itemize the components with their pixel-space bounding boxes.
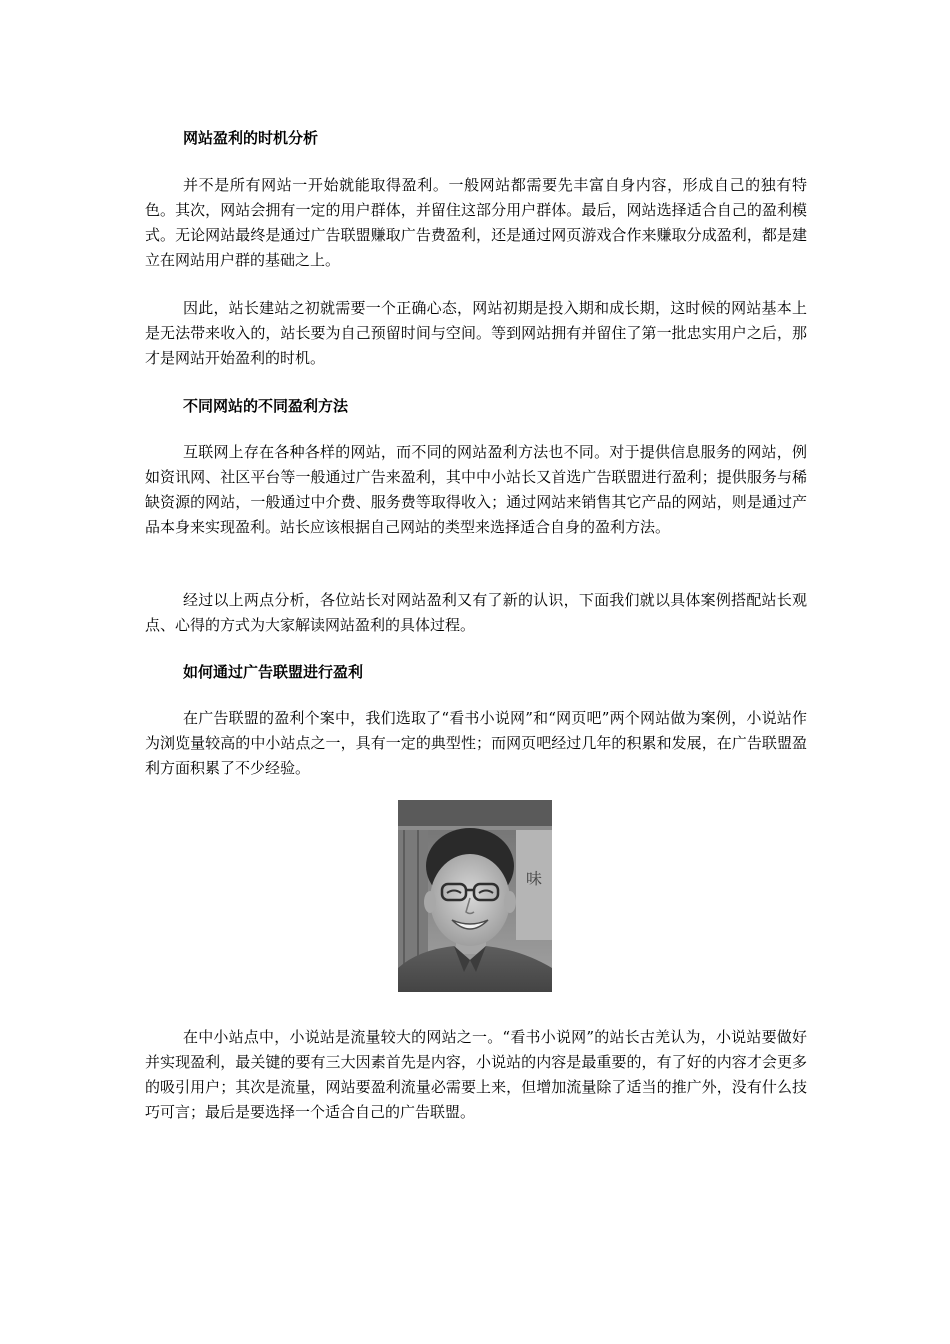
portrait-photo — [398, 800, 552, 992]
paragraph-timing-1: 并不是所有网站一开始就能取得盈利。一般网站都需要先丰富自身内容，形成自己的独有特色。其次，网站会拥有一定的用户群体，并留住这部分用户群体。最后，网站选择适合自己的盈利模式。无论网站最终是通过广告联盟赚取广告费盈利，还是通过网页游戏合作来赚取分成盈利，都是建立在网站用户群的基础之上。 — [145, 176, 807, 269]
paragraph-ad-union-1: 在广告联盟的盈利个案中，我们选取了“看书小说网”和“网页吧”两个网站做为案例，小说站作为浏览量较高的中小站点之一，具有一定的典型性；而网页吧经过几年的积累和发展，在广告联盟盈利方面积累了不少经验。 — [145, 709, 807, 777]
section-heading-methods: 不同网站的不同盈利方法 — [183, 397, 349, 415]
paragraph-methods-2: 经过以上两点分析，各位站长对网站盈利又有了新的认识，下面我们就以具体案例搭配站长观点、心得的方式为大家解读网站盈利的具体过程。 — [145, 591, 807, 634]
paragraph-after-photo: 在中小站点中，小说站是流量较大的网站之一。“看书小说网”的站长古羌认为，小说站要做好并实现盈利，最关键的要有三大因素首先是内容，小说站的内容是最重要的，有了好的内容才会更多的吸引用户；其次是流量，网站要盈利流量必需要上来，但增加流量除了适当的推广外，没有什么技巧可言；最后是要选择一个适合自己的广告联盟。 — [145, 1028, 807, 1121]
paragraph-timing-2: 因此，站长建站之初就需要一个正确心态，网站初期是投入期和成长期，这时候的网站基本上是无法带来收入的，站长要为自己预留时间与空间。等到网站拥有并留住了第一批忠实用户之后，那才是网站开始盈利的时机。 — [145, 299, 807, 367]
section-heading-timing: 网站盈利的时机分析 — [183, 129, 319, 147]
section-heading-ad-union: 如何通过广告联盟进行盈利 — [183, 663, 364, 681]
photo-sign-text: 味 — [526, 869, 543, 888]
paragraph-methods-1: 互联网上存在各种各样的网站，而不同的网站盈利方法也不同。对于提供信息服务的网站，例如资讯网、社区平台等一般通过广告来盈利，其中中小站长又首选广告联盟进行盈利；提供服务与稀缺资源的网站，一般通过中介费、服务费等取得收入；通过网站来销售其它产品的网站，则是通过产品本身来实现盈利。站长应该根据自己网站的类型来选择适合自身的盈利方法。 — [145, 443, 807, 536]
